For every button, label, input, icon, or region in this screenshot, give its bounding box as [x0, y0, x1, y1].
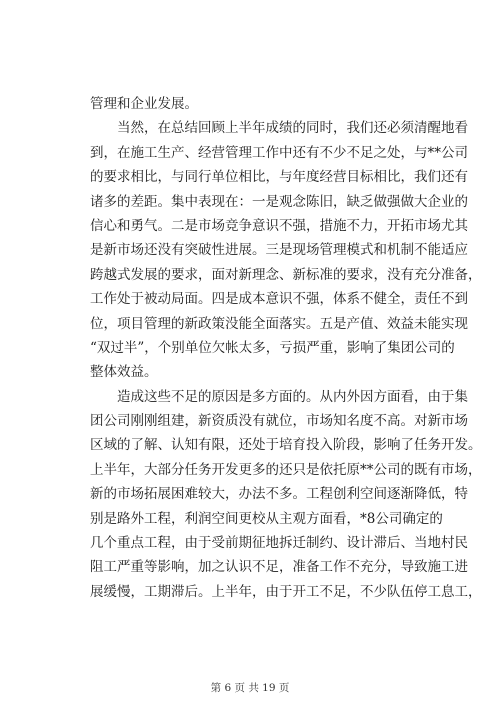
text-line: “双过半”，个别单位欠帐太多，亏损严重，影响了集团公司的 — [90, 339, 455, 356]
text-line: 管理和企业发展。 — [90, 96, 198, 112]
page-footer: 第 6 页 共 19 页 — [210, 682, 290, 694]
text-line: 上半年，大部分任务开发更多的还只是依托原**公司的既有市场， — [90, 461, 482, 478]
text-line: 整体效益。 — [90, 364, 158, 381]
text-line: 当然，在总结回顾上半年成绩的同时，我们还必须清醒地看 — [117, 120, 468, 137]
text-line: 诸多的差距。集中表现在：一是观念陈旧，缺乏做强做大企业的 — [90, 193, 468, 210]
text-line: 到，在施工生产、经营管理工作中还有不少不足之处，与**公司 — [90, 144, 468, 161]
text-line: 信心和勇气。二是市场竞争意识不强，措施不力，开拓市场尤其 — [90, 217, 468, 234]
text-line: 团公司刚刚组建，新资质没有就位，市场知名度不高。对新市场 — [90, 413, 468, 430]
text-line: 区域的了解、认知有限，还处于培育投入阶段，影响了任务开发。 — [90, 437, 482, 454]
text-line: 阻工严重等影响，加之认识不足，准备工作不充分，导致施工进 — [90, 559, 468, 576]
text-line: 别是路外工程，利润空间更校从主观方面看，*8公司确定的 — [90, 510, 443, 527]
text-line: 几个重点工程，由于受前期征地拆迁制约、设计滞后、当地村民 — [90, 535, 468, 552]
text-line: 工作处于被动局面。四是成本意识不强，体系不健全，责任不到 — [90, 291, 468, 308]
text-line: 新的市场拓展困难较大，办法不多。工程创利空间逐渐降低，特 — [90, 486, 468, 503]
text-line: 是新市场还没有突破性进展。三是现场管理模式和机制不能适应 — [90, 242, 468, 259]
body-text — [90, 92, 482, 604]
text-line: 位，项目管理的新政策没能全面落实。五是产值、效益未能实现 — [90, 315, 468, 332]
text-line: 的要求相比，与同行单位相比，与年度经营目标相比，我们还有 — [90, 169, 468, 186]
text-line: 跨越式发展的要求，面对新理念、新标准的要求，没有充分准备， — [90, 266, 482, 283]
text-line: 造成这些不足的原因是多方面的。从内外因方面看，由于集 — [117, 388, 468, 405]
text-line: 展缓慢，工期滞后。上半年，由于开工不足，不少队伍停工息工， — [90, 583, 482, 600]
